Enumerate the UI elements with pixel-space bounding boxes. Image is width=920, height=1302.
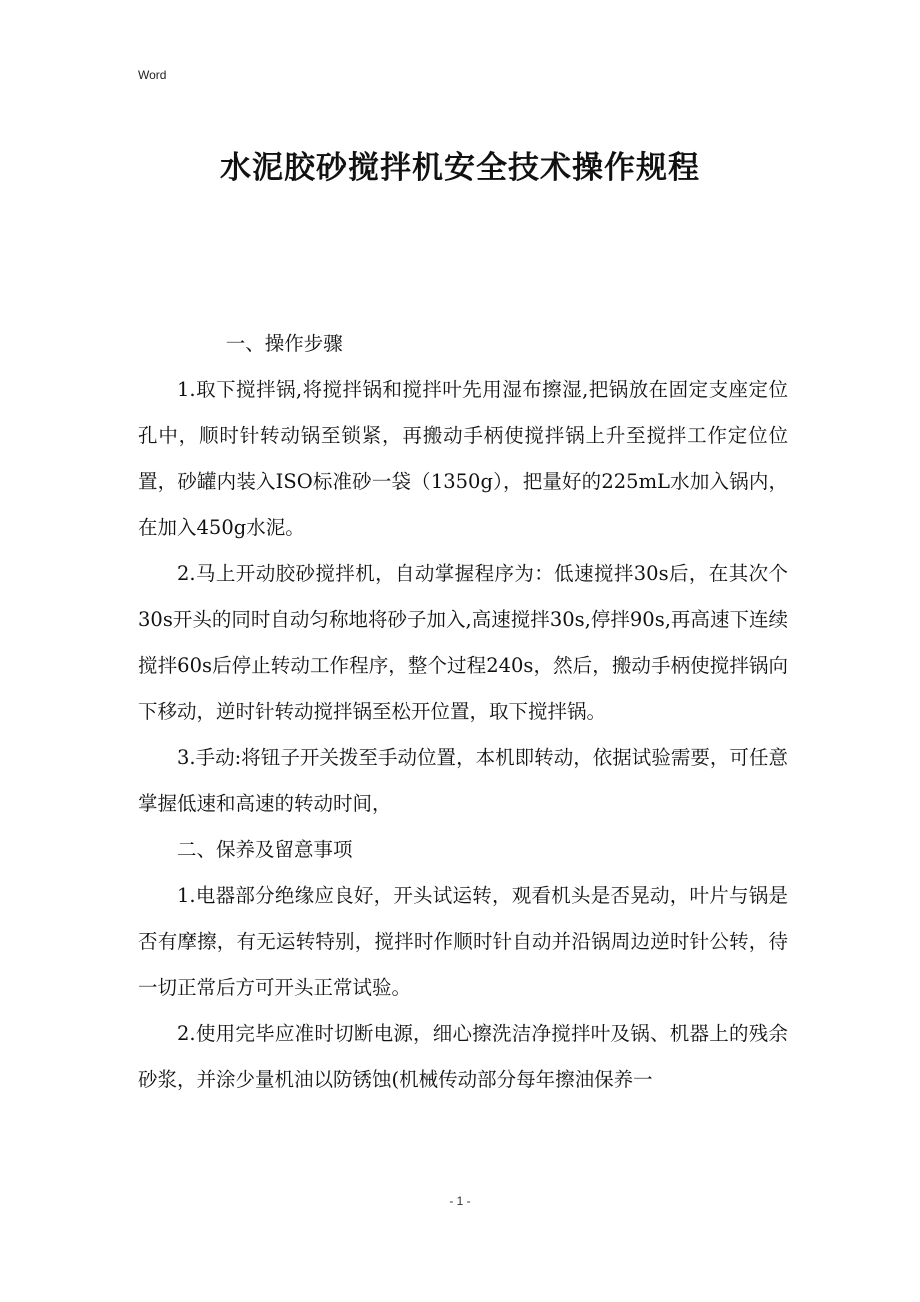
paragraph-step-3: 3.手动:将钮子开关拨至手动位置，本机即转动，依据试验需要，可任意掌握低速和高速的转动时间，	[138, 746, 788, 815]
section-heading-operation-steps: 一、操作步骤	[225, 332, 343, 355]
document-title: 水泥胶砂搅拌机安全技术操作规程	[220, 150, 700, 186]
document-body	[138, 321, 788, 1103]
section-heading-maintenance: 二、保养及留意事项	[177, 838, 353, 861]
paragraph-step-1: 1.取下搅拌锅,将搅拌锅和搅拌叶先用湿布擦湿,把锅放在固定支座定位孔中，顺时针转动锅至锁紧，再搬动手柄使搅拌锅上升至搅拌工作定位位置，砂罐内装入ISO标准砂一袋（1350g），把量好的225mL水加入锅内，在加入450g水泥。	[138, 378, 788, 539]
paragraph-maintenance-1: 1.电器部分绝缘应良好，开头试运转，观看机头是否晃动，叶片与锅是否有摩擦，有无运转特别，搅拌时作顺时针自动并沿锅周边逆时针公转，待一切正常后方可开头正常试验。	[138, 884, 788, 999]
paragraph-step-2: 2.马上开动胶砂搅拌机，自动掌握程序为：低速搅拌30s后，在其次个30s开头的同时自动匀称地将砂子加入,高速搅拌30s,停拌90s,再高速下连续搅拌60s后停止转动工作程序，整个过程240s，然后，搬动手柄使搅拌锅向下移动，逆时针转动搅拌锅至松开位置，取下搅拌锅。	[138, 562, 788, 723]
paragraph-maintenance-2: 2.使用完毕应准时切断电源，细心擦洗洁净搅拌叶及锅、机器上的残余砂浆，并涂少量机油以防锈蚀(机械传动部分每年擦油保养一	[138, 1022, 788, 1091]
page-number: - 1 -	[449, 1194, 471, 1208]
header-label: Word	[138, 68, 167, 82]
